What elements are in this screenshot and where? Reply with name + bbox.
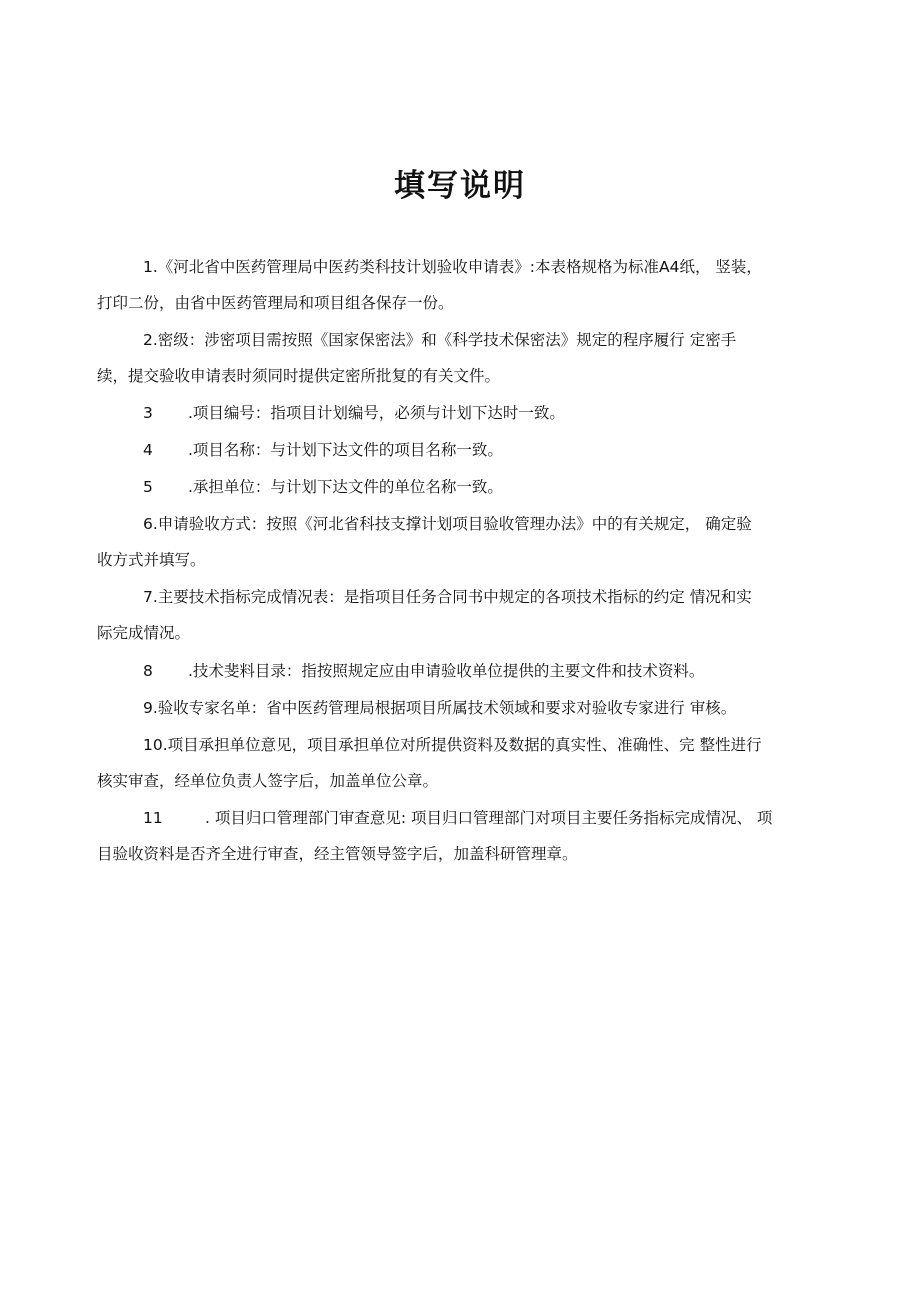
list-item [143,808,772,828]
list-item [143,403,565,423]
item-text-line1: .申请验收方式：按照《河北省科技支撑计划项目验收管理办法》中的有关规定， 确定验 [152,515,752,533]
item-number: 6 [143,515,153,533]
item-text-line2: 打印二份，由省中医药管理局和项目组各保存一份。 [97,294,454,312]
item-number: 10 [143,736,163,754]
item-number: 4 [143,441,153,459]
item-text-line2: 收方式并填写。 [97,551,206,569]
list-item [143,477,503,497]
list-item [143,698,736,718]
item-text-line1: .承担单位：与计划下达文件的单位名称一致。 [188,478,503,496]
list-item [143,661,704,681]
item-text-line2: 续，提交验收申请表时须同时提供定密所批复的有关文件。 [97,367,501,385]
item-number: 7 [143,588,153,606]
item-number: 3 [143,404,153,422]
item-text-line2: 核实审查，经单位负责人签字后，加盖单位公章。 [97,772,439,790]
item-number: 5 [143,478,153,496]
item-text-line1: .密级：涉密项目需按照《国家保密法》和《科学技术保密法》规定的程序履行 定密手 [152,331,737,349]
item-number: 1 [143,258,153,276]
item-text-line1: .项目编号：指项目计划编号，必须与计划下达时一致。 [188,404,565,422]
item-text-line1: .技术斐料目录：指按照规定应由申请验收单位提供的主要文件和技术资料。 [188,662,705,680]
item-text-line2: 目验收资料是否齐全进行审查，经主管领导签字后，加盖科研管理章。 [97,845,578,863]
page-title: 填写说明 [394,168,526,204]
list-item [143,735,762,755]
list-item [143,330,736,350]
item-text-line1: .项目名称：与计划下达文件的项目名称一致。 [188,441,503,459]
item-text-line2: 际完成情况。 [97,624,191,642]
list-item [143,514,752,534]
item-number: 9 [143,699,153,717]
item-text-line1: .项目承担单位意见，项目承担单位对所提供资料及数据的真实性、准确性、完 整性进行 [162,736,762,754]
item-number: 11 [143,809,163,827]
item-text-line1: .主要技术指标完成情况表：是指项目任务合同书中规定的各项技术指标的约定 情况和实 [152,588,752,606]
item-text-line1: . 项目归口管理部门审查意见: 项目归口管理部门对项目主要任务指标完成情况、 项 [205,809,773,827]
item-text-line1: .验收专家名单：省中医药管理局根据项目所属技术领域和要求对验收专家进行 审核。 [152,699,737,717]
item-number: 2 [143,331,153,349]
item-number: 8 [143,662,153,680]
item-text-line1: .《河北省中医药管理局中医药类科技计划验收申请表》:本表格规格为标准A4纸， 竖装， [152,258,762,276]
list-item [143,440,503,460]
list-item [143,587,752,607]
list-item [143,257,762,277]
